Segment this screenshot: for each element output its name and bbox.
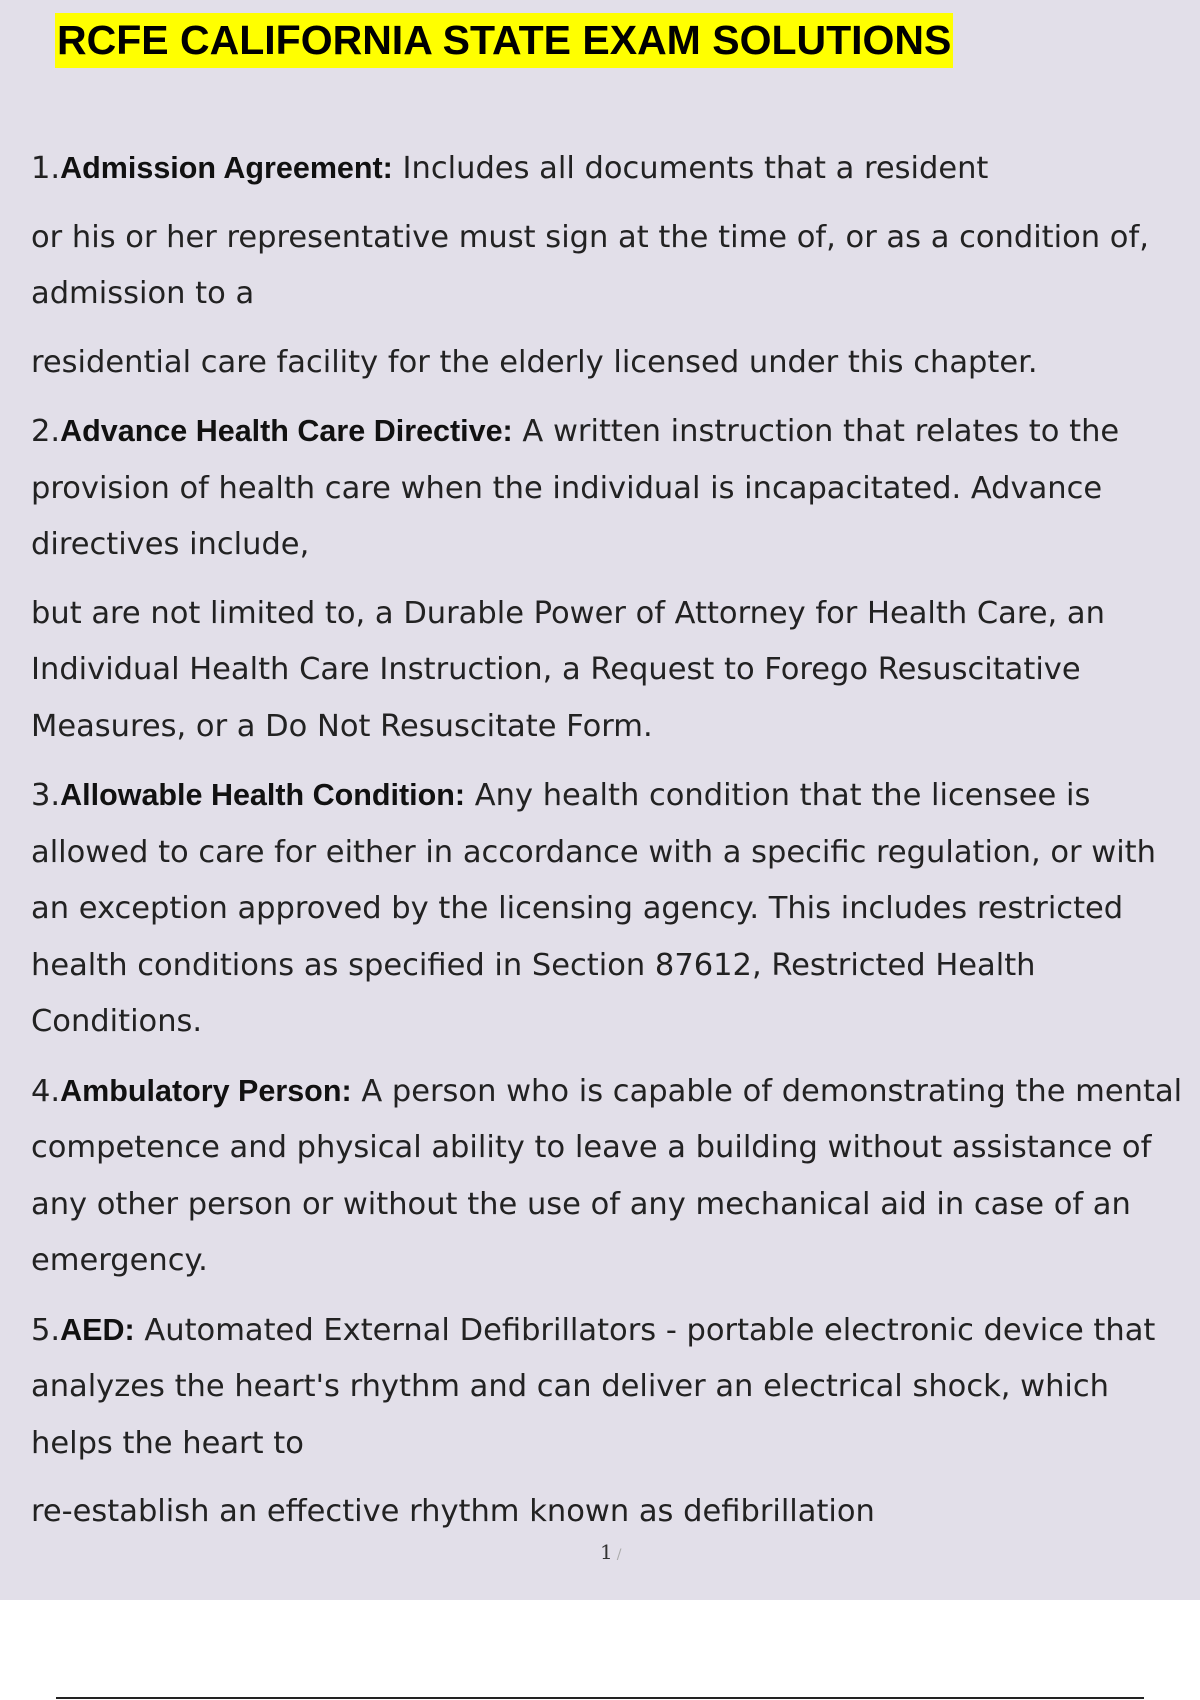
entry-text: residential care facility for the elderly licensed under this chapter. bbox=[31, 344, 1038, 380]
entry-term: Advance Health Care Directive: bbox=[60, 414, 513, 448]
entry-number: 4. bbox=[31, 1073, 61, 1109]
entry-number: 2. bbox=[31, 414, 61, 449]
entry-text: or his or her representative must sign at the time of, or as a condition of, admission to a bbox=[31, 219, 1149, 311]
definition-continuation bbox=[31, 210, 1191, 323]
entry-text: re-establish an effective rhythm known as defibrillation bbox=[31, 1494, 875, 1529]
page-number bbox=[600, 1540, 621, 1564]
entry-text: Any health condition that the licensee is allowed to care for either in accordance with a specific regulation, or with an exception approved by the licensing agency. This includes restricted health conditions as specified in Section 87612, Restricted Health Conditions. bbox=[31, 778, 1156, 1039]
definition-entry bbox=[31, 767, 1191, 1051]
entry-term: AED: bbox=[60, 1312, 135, 1347]
definition-entry bbox=[31, 140, 1191, 198]
entry-number: 5. bbox=[31, 1312, 61, 1348]
entry-text: but are not limited to, a Durable Power of Attorney for Health Care, an Individual Health Care Instruction, a Request to Forego Resuscitative Measures, or a Do Not Resuscitate Form. bbox=[31, 595, 1105, 744]
page-number-value: 1 bbox=[600, 1540, 613, 1564]
entry-term: Allowable Health Condition: bbox=[60, 778, 466, 812]
entry-text: Includes all documents that a resident bbox=[402, 151, 989, 186]
definition-entry bbox=[31, 1063, 1191, 1290]
entry-term: Admission Agreement: bbox=[60, 151, 393, 185]
definition-continuation bbox=[31, 586, 1191, 756]
definition-entry bbox=[31, 1302, 1191, 1473]
definitions-list bbox=[31, 140, 1191, 1553]
document-title: RCFE CALIFORNIA STATE EXAM SOLUTIONS bbox=[55, 13, 953, 68]
entry-number: 1. bbox=[31, 151, 61, 186]
definition-continuation bbox=[31, 1484, 1191, 1541]
entry-text: A person who is capable of demonstrating the mental competence and physical ability to leave a building without assistance of any other person or without the use of any mechanical aid in case of an emergency. bbox=[31, 1073, 1183, 1278]
definition-entry bbox=[31, 403, 1191, 574]
entry-term: Ambulatory Person: bbox=[60, 1073, 352, 1108]
page-number-separator: / bbox=[616, 1547, 622, 1563]
entry-number: 3. bbox=[31, 778, 61, 813]
next-page-rule bbox=[56, 1697, 1144, 1699]
definition-continuation bbox=[31, 335, 1191, 392]
entry-text: A written instruction that relates to the provision of health care when the individual is incapacitated. Advance directives include, bbox=[31, 414, 1120, 562]
entry-text: Automated External Defibrillators - portable electronic device that analyzes the heart's rhythm and can deliver an electrical shock, which helps the heart to bbox=[31, 1312, 1156, 1461]
